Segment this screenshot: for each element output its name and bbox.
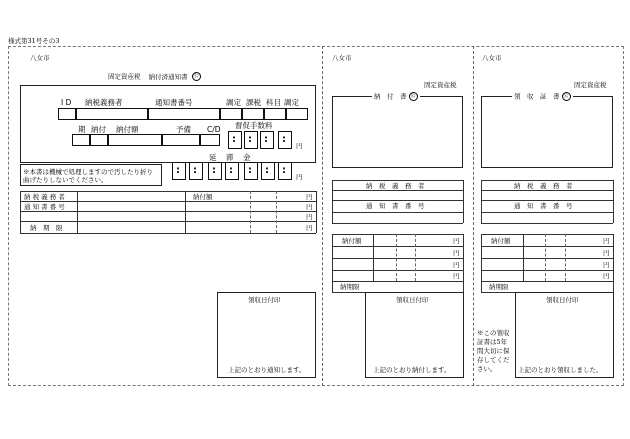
yen-label: 円 xyxy=(603,272,610,280)
field-cd[interactable] xyxy=(200,134,220,146)
tax-type: 固定資産税 xyxy=(574,81,607,89)
yen-label: 円 xyxy=(306,193,313,201)
field-assess[interactable] xyxy=(220,108,242,120)
official-seal-icon: 公 xyxy=(563,93,569,99)
field-reserve[interactable] xyxy=(162,134,200,146)
yen-label: 円 xyxy=(296,142,303,150)
receipt-label-deadline: 納期限 xyxy=(489,283,509,291)
yen-label: 円 xyxy=(453,272,460,280)
slip-label-amount: 納付額 xyxy=(342,237,362,245)
row-label-deadline: 納 期 限 xyxy=(30,224,63,232)
field-division[interactable] xyxy=(242,108,264,120)
tax-type: 固定資産税 xyxy=(108,72,141,81)
label-id: I D xyxy=(61,98,72,107)
slip-label-deadline: 納期限 xyxy=(340,283,360,291)
stamp-footer: 上記のとおり納付します。 xyxy=(373,366,451,374)
doc-title: 納 付 書 xyxy=(374,92,407,101)
stamp-title: 領収日付印 xyxy=(396,296,429,304)
doc-title: 領 収 証 書 xyxy=(514,92,560,101)
yen-label: 円 xyxy=(296,173,303,181)
row-label-taxpayer: 納 税 義 務 者 xyxy=(24,193,65,201)
field-payment[interactable] xyxy=(90,134,108,146)
label-amount: 納付額 xyxy=(116,125,139,134)
yen-label: 円 xyxy=(306,224,313,232)
receipt-label-notice-no: 通 知 書 番 号 xyxy=(514,202,573,210)
label-assess: 調定 xyxy=(226,98,241,107)
slip-top-box xyxy=(332,96,463,168)
field-period[interactable] xyxy=(72,134,90,146)
stamp-footer: 上記のとおり領収しました。 xyxy=(518,366,603,374)
separator-2 xyxy=(473,46,474,386)
slip-title xyxy=(372,92,420,101)
yen-label: 円 xyxy=(306,213,313,221)
field-id[interactable] xyxy=(58,108,76,120)
city-name: 八女市 xyxy=(332,54,352,62)
separator-1 xyxy=(322,46,323,386)
form-number: 様式第31号その3 xyxy=(8,37,60,45)
yen-label: 円 xyxy=(603,249,610,257)
label-delay-charge: 延 滞 金 xyxy=(209,153,252,162)
label-division: 課税 xyxy=(246,98,261,107)
label-taxpayer: 納税義務者 xyxy=(85,98,123,107)
stamp-footer: 上記のとおり通知します。 xyxy=(228,366,306,374)
yen-label: 円 xyxy=(603,237,610,245)
stamp-title: 領収日付印 xyxy=(546,296,579,304)
yen-label: 円 xyxy=(453,261,460,269)
field-item[interactable] xyxy=(264,108,286,120)
city-name: 八女市 xyxy=(482,54,502,62)
tax-type: 固定資産税 xyxy=(424,81,457,89)
yen-label: 円 xyxy=(453,237,460,245)
machine-note: ※本書は機械で処理しますので汚したり折り曲げたりしないでください。 xyxy=(23,168,153,184)
label-reminder-fee: 督促手数料 xyxy=(235,121,273,130)
slip-label-notice-no: 通 知 書 番 号 xyxy=(366,202,425,210)
receipt-title xyxy=(512,92,573,101)
label-cd: C/D xyxy=(207,125,221,134)
official-seal-icon: 公 xyxy=(193,73,199,79)
stamp-title: 領収日付印 xyxy=(248,296,281,304)
receipt-label-taxpayer: 納 税 義 務 者 xyxy=(514,182,573,190)
yen-label: 円 xyxy=(306,203,313,211)
label-notice-no: 通知書番号 xyxy=(155,98,193,107)
slip-label-taxpayer: 納 税 義 務 者 xyxy=(366,182,425,190)
label-item: 科目 xyxy=(266,98,281,107)
yen-label: 円 xyxy=(453,249,460,257)
label-payment: 納付 xyxy=(91,125,106,134)
label-period: 期 xyxy=(78,125,86,134)
field-assess-2[interactable] xyxy=(286,108,308,120)
official-seal-icon: 公 xyxy=(410,93,416,99)
receipt-top-box xyxy=(481,96,613,168)
row-label-amount: 納付額 xyxy=(193,193,213,201)
doc-title: 納付済通知書 xyxy=(148,72,188,81)
row-label-notice-no: 通 知 書 番 号 xyxy=(24,203,65,211)
panel1-title xyxy=(108,72,201,81)
field-amount[interactable] xyxy=(108,134,162,146)
field-taxpayer[interactable] xyxy=(76,108,148,120)
field-notice-no[interactable] xyxy=(148,108,220,120)
receipt-label-amount: 納付額 xyxy=(491,237,511,245)
city-name: 八女市 xyxy=(30,54,50,62)
yen-label: 円 xyxy=(603,261,610,269)
label-assess-2: 調定 xyxy=(284,98,299,107)
label-reserve: 予備 xyxy=(176,125,191,134)
